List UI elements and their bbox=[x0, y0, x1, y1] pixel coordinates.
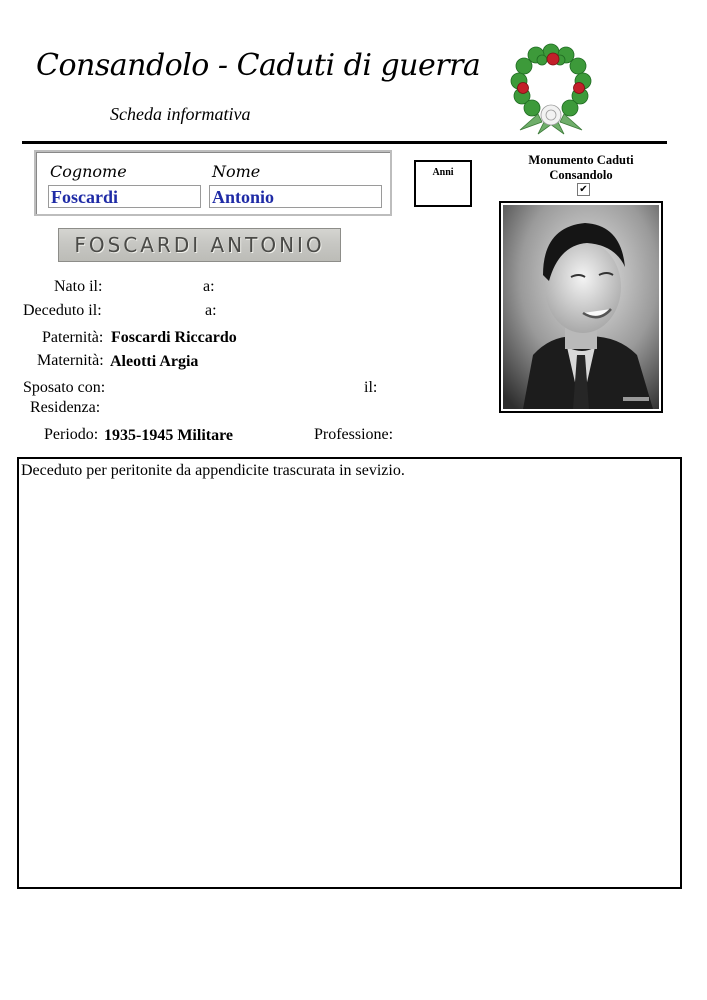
periodo-value: 1935-1945 Militare bbox=[104, 427, 234, 444]
maternita-value: Aleotti Argia bbox=[110, 353, 199, 370]
anni-box[interactable] bbox=[414, 160, 472, 207]
page-subtitle: Scheda informativa bbox=[110, 104, 251, 124]
name-plaque bbox=[58, 228, 341, 262]
header-divider bbox=[22, 141, 667, 144]
plaque-text: FOSCARDI ANTONIO bbox=[74, 233, 325, 257]
monument-checkbox[interactable] bbox=[577, 183, 590, 196]
maternita-label: Maternità: bbox=[37, 352, 104, 369]
sposato-label: Sposato con: bbox=[23, 379, 106, 396]
deceduto-label: Deceduto il: bbox=[23, 302, 102, 319]
monument-label: Monumento Caduti Consandolo bbox=[528, 153, 634, 182]
nome-label: Nome bbox=[212, 162, 261, 181]
nato-label: Nato il: bbox=[54, 278, 103, 295]
professione-label: Professione: bbox=[314, 426, 394, 443]
cognome-field[interactable]: Foscardi bbox=[48, 185, 201, 208]
portrait-photo bbox=[499, 201, 663, 413]
checkmark-icon: ✔ bbox=[579, 184, 588, 195]
sposato-il-label: il: bbox=[364, 379, 378, 396]
notes-box[interactable] bbox=[17, 457, 682, 889]
periodo-label: Periodo: bbox=[44, 426, 99, 443]
residenza-label: Residenza: bbox=[30, 399, 101, 416]
paternita-value: Foscardi Riccardo bbox=[111, 329, 237, 346]
notes-text: Deceduto per peritonite da appendicite trascurata in sevizio. bbox=[21, 462, 405, 479]
nome-field[interactable]: Antonio bbox=[209, 185, 382, 208]
page-title: Consandolo - Caduti di guerra bbox=[36, 48, 481, 83]
wreath-icon bbox=[508, 42, 594, 136]
name-panel bbox=[34, 150, 392, 216]
cognome-label: Cognome bbox=[50, 162, 127, 181]
anni-label: Anni bbox=[432, 167, 454, 178]
deceduto-a-label: a: bbox=[205, 302, 217, 319]
nato-a-label: a: bbox=[203, 278, 215, 295]
paternita-label: Paternità: bbox=[42, 329, 104, 346]
